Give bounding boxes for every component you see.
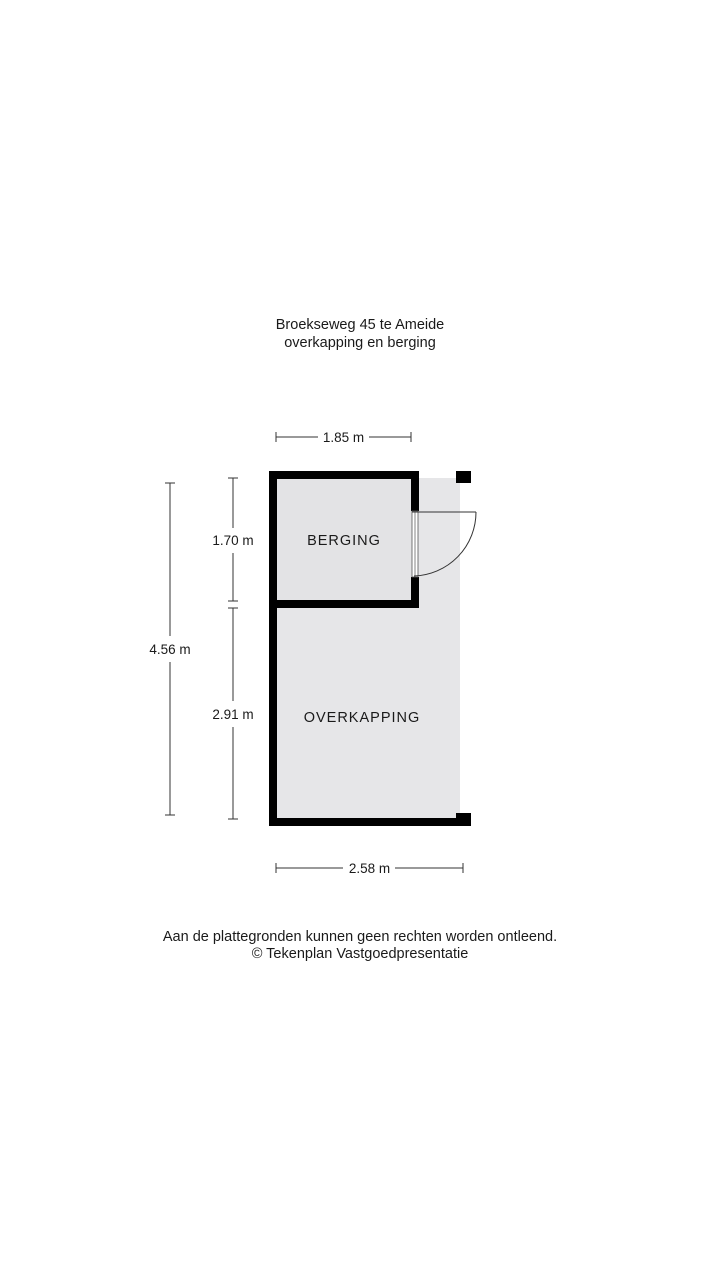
dimension-top-width-label: 1.85 m	[322, 430, 365, 445]
dimension-total-height-label: 4.56 m	[149, 642, 191, 657]
floorplan-subtitle: overkapping en berging	[284, 335, 436, 351]
dimension-overkapping-height-label: 2.91 m	[212, 707, 254, 722]
disclaimer-text: Aan de plattegronden kunnen geen rechten worden ontleend.	[162, 929, 558, 945]
dimension-berging-height-label: 1.70 m	[212, 533, 254, 548]
floorplan-address: Broekseweg 45 te Ameide	[275, 317, 445, 333]
dimension-bottom-width-label: 2.58 m	[348, 861, 391, 876]
room-label-overkapping: OVERKAPPING	[303, 710, 421, 726]
copyright-text: © Tekenplan Vastgoedpresentatie	[251, 946, 469, 962]
room-label-berging: BERGING	[307, 533, 381, 549]
